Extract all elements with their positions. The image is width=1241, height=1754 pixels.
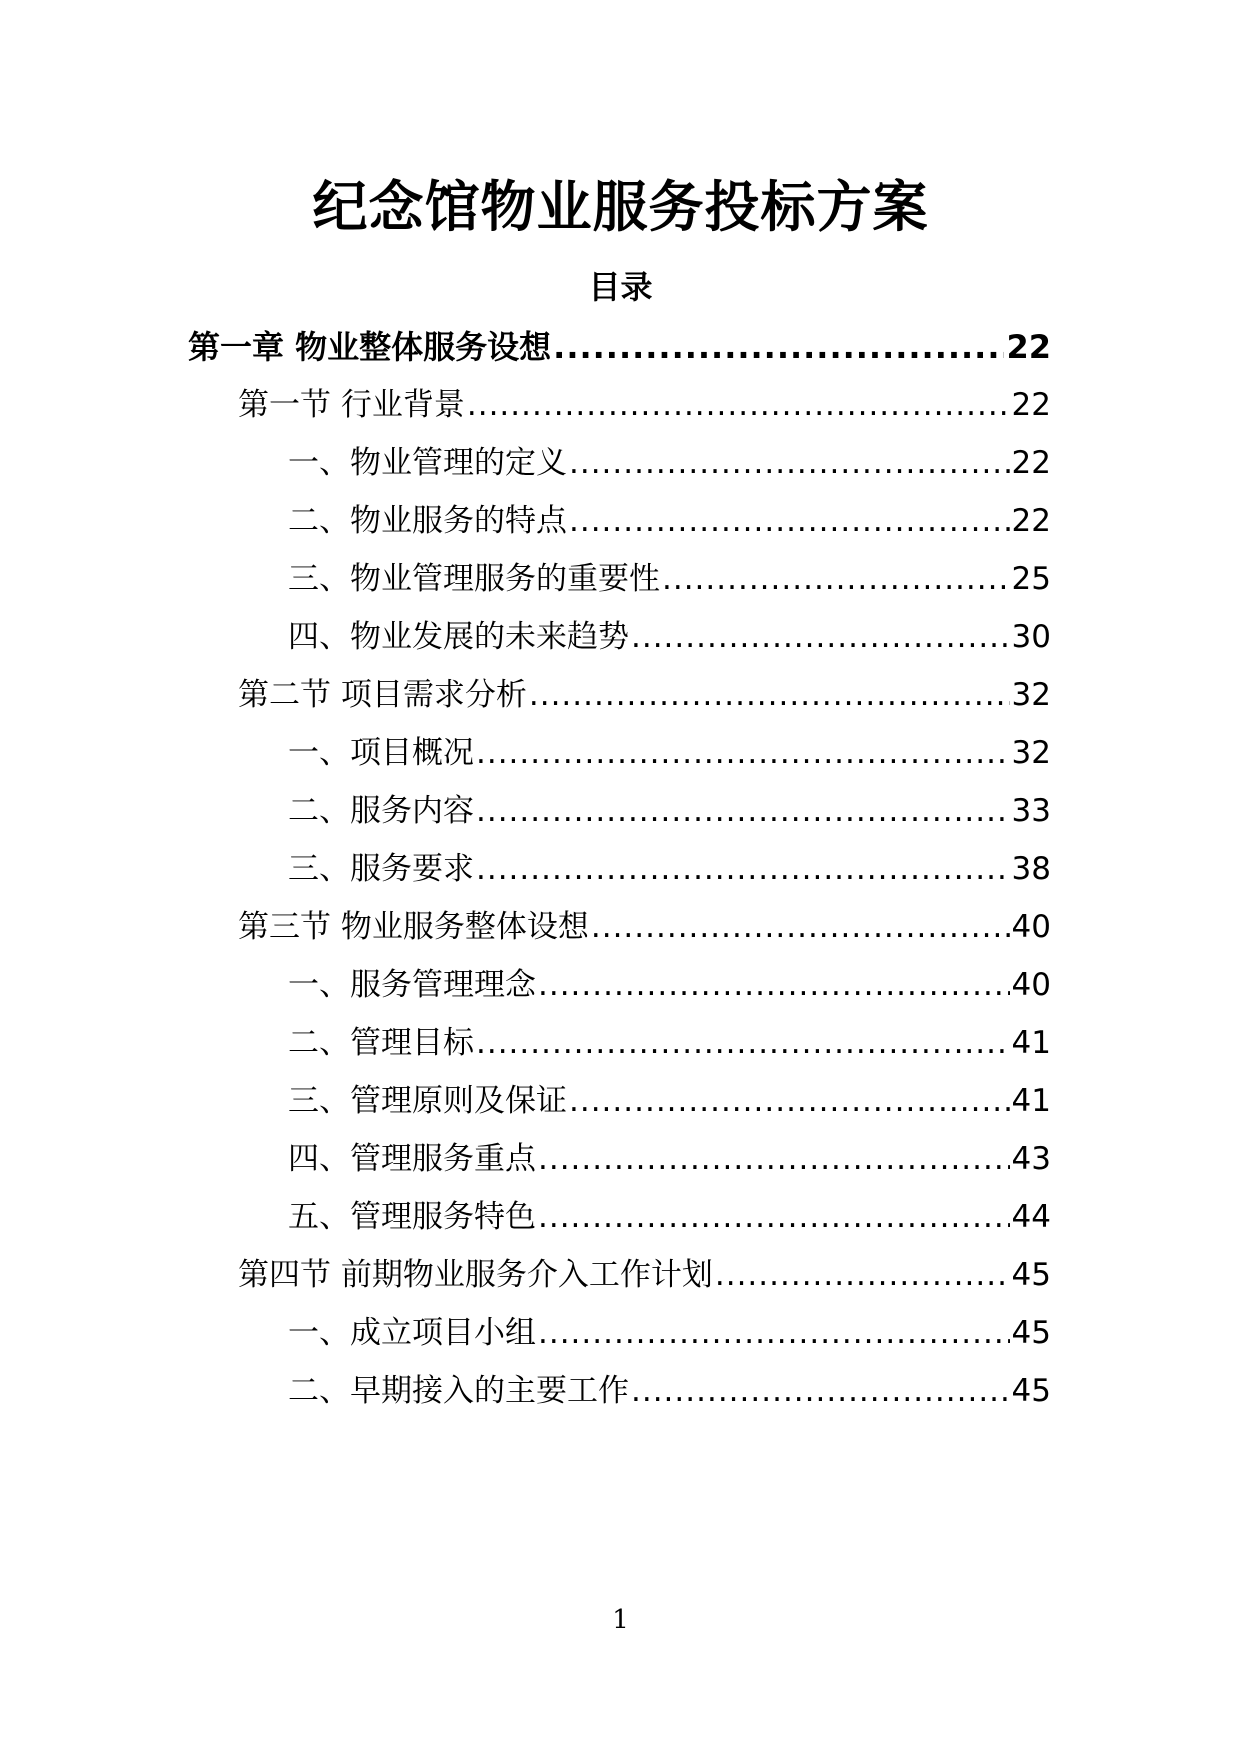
toc-entry-item[interactable] [288, 788, 1051, 834]
toc-entry-label: 二、管理目标 [288, 1025, 474, 1061]
toc-entry-label: 三、物业管理服务的重要性 [288, 561, 660, 597]
toc-heading: 目录 [588, 268, 653, 306]
toc-entry-label: 二、物业服务的特点 [288, 503, 567, 539]
toc-entry-page: 40 [1011, 909, 1051, 945]
toc-entry-label: 第一节 行业背景 [238, 387, 465, 423]
toc-entry-page: 44 [1011, 1199, 1051, 1235]
toc-entry-page: 22 [1011, 387, 1051, 423]
toc-entry-label: 第二节 项目需求分析 [238, 677, 527, 713]
toc-dot-leader [538, 962, 1010, 1008]
toc-entry-item[interactable] [288, 1136, 1051, 1182]
toc-entry-item[interactable] [288, 440, 1051, 486]
toc-dot-leader [569, 440, 1010, 486]
toc-entry-page: 45 [1011, 1257, 1051, 1293]
toc-entry-page: 45 [1011, 1315, 1051, 1351]
toc-dot-leader [569, 498, 1010, 544]
toc-entry-page: 45 [1011, 1373, 1051, 1409]
toc-entry-item[interactable] [288, 614, 1051, 660]
toc-dot-leader [715, 1252, 1010, 1298]
toc-entry-label: 二、服务内容 [288, 793, 474, 829]
toc-entry-item[interactable] [288, 498, 1051, 544]
toc-entry-label: 一、服务管理理念 [288, 967, 536, 1003]
toc-dot-leader [662, 556, 1010, 602]
toc-dot-leader [476, 788, 1010, 834]
toc-entry-label: 第三节 物业服务整体设想 [238, 909, 589, 945]
toc-dot-leader [529, 672, 1010, 718]
toc-entry-label: 三、管理原则及保证 [288, 1083, 567, 1119]
toc-entry-page: 32 [1011, 677, 1051, 713]
toc-entry-page: 38 [1011, 851, 1051, 887]
toc-entry-page: 41 [1011, 1083, 1051, 1119]
toc-dot-leader [553, 324, 1004, 370]
toc-entry-label: 四、物业发展的未来趋势 [288, 619, 629, 655]
toc-entry-label: 一、物业管理的定义 [288, 445, 567, 481]
toc-entry-label: 第一章 物业整体服务设想 [188, 328, 552, 366]
toc-entry-item[interactable] [288, 1020, 1051, 1066]
toc-entry-section-2[interactable] [238, 672, 1051, 718]
toc-entry-item[interactable] [288, 1368, 1051, 1414]
toc-entry-section-1[interactable] [238, 382, 1051, 428]
toc-entry-label: 一、成立项目小组 [288, 1315, 536, 1351]
toc-entry-page: 40 [1011, 967, 1051, 1003]
toc-entry-item[interactable] [288, 1078, 1051, 1124]
document-title: 纪念馆物业服务投标方案 [312, 175, 929, 239]
toc-entry-page: 41 [1011, 1025, 1051, 1061]
toc-dot-leader [476, 1020, 1010, 1066]
toc-dot-leader [538, 1310, 1010, 1356]
toc-dot-leader [476, 846, 1010, 892]
toc-entry-page: 43 [1011, 1141, 1051, 1177]
toc-entry-label: 三、服务要求 [288, 851, 474, 887]
toc-dot-leader [591, 904, 1010, 950]
toc-dot-leader [476, 730, 1010, 776]
toc-entry-page: 32 [1011, 735, 1051, 771]
toc-entry-item[interactable] [288, 556, 1051, 602]
toc-entry-page: 22 [1006, 328, 1051, 366]
toc-dot-leader [631, 614, 1010, 660]
toc-entry-page: 22 [1011, 503, 1051, 539]
toc-entry-page: 30 [1011, 619, 1051, 655]
toc-entry-chapter-1[interactable] [188, 324, 1051, 370]
toc-entry-item[interactable] [288, 1194, 1051, 1240]
toc-entry-item[interactable] [288, 962, 1051, 1008]
toc-entry-page: 25 [1011, 561, 1051, 597]
toc-entry-label: 第四节 前期物业服务介入工作计划 [238, 1257, 713, 1293]
toc-entry-section-4[interactable] [238, 1252, 1051, 1298]
toc-entry-item[interactable] [288, 1310, 1051, 1356]
toc-entry-label: 四、管理服务重点 [288, 1141, 536, 1177]
toc-dot-leader [569, 1078, 1010, 1124]
toc-dot-leader [538, 1194, 1010, 1240]
toc-entry-item[interactable] [288, 730, 1051, 776]
page-number: 1 [612, 1605, 629, 1635]
toc-dot-leader [538, 1136, 1010, 1182]
toc-entry-label: 五、管理服务特色 [288, 1199, 536, 1235]
toc-dot-leader [631, 1368, 1010, 1414]
toc-entry-item[interactable] [288, 846, 1051, 892]
toc-entry-label: 一、项目概况 [288, 735, 474, 771]
toc-entry-label: 二、早期接入的主要工作 [288, 1373, 629, 1409]
toc-entry-page: 22 [1011, 445, 1051, 481]
toc-entry-page: 33 [1011, 793, 1051, 829]
toc-dot-leader [467, 382, 1010, 428]
toc-entry-section-3[interactable] [238, 904, 1051, 950]
